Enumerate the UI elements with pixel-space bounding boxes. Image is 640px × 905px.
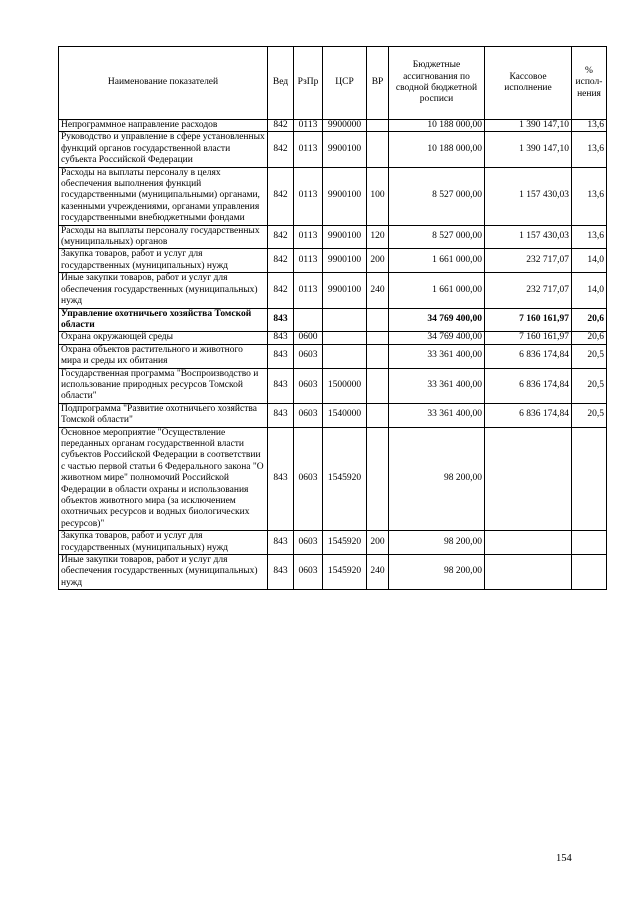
cell-vr	[367, 344, 389, 368]
cell-csr: 9900100	[323, 132, 367, 167]
cell-rzpr: 0603	[294, 403, 323, 427]
cell-name: Охрана объектов растительного и животного мира и среды их обитания	[59, 344, 268, 368]
cell-ved: 843	[268, 403, 294, 427]
cell-ved: 842	[268, 120, 294, 132]
cell-vr: 240	[367, 555, 389, 590]
table-row	[59, 531, 607, 555]
cell-budget: 34 769 400,00	[389, 332, 485, 344]
table-row	[59, 225, 607, 249]
cell-cash: 1 157 430,03	[485, 225, 572, 249]
cell-name: Иные закупки товаров, работ и услуг для обеспечения государственных (муниципальных) нужд	[59, 273, 268, 308]
table-body	[59, 120, 607, 590]
cell-pct: 20,5	[572, 368, 607, 403]
cell-budget: 33 361 400,00	[389, 403, 485, 427]
cell-name: Управление охотничьего хозяйства Томской области	[59, 308, 268, 332]
cell-rzpr: 0603	[294, 427, 323, 531]
cell-ved: 843	[268, 308, 294, 332]
table-row	[59, 403, 607, 427]
cell-pct	[572, 427, 607, 531]
cell-ved: 843	[268, 531, 294, 555]
cell-vr: 120	[367, 225, 389, 249]
cell-rzpr: 0113	[294, 120, 323, 132]
cell-name: Закупка товаров, работ и услуг для государственных (муниципальных) нужд	[59, 249, 268, 273]
cell-cash: 1 390 147,10	[485, 120, 572, 132]
cell-vr	[367, 403, 389, 427]
cell-ved: 842	[268, 273, 294, 308]
cell-ved: 843	[268, 332, 294, 344]
cell-ved: 843	[268, 344, 294, 368]
cell-rzpr: 0603	[294, 531, 323, 555]
cell-csr: 1540000	[323, 403, 367, 427]
cell-cash	[485, 531, 572, 555]
cell-vr: 100	[367, 167, 389, 225]
cell-csr	[323, 308, 367, 332]
cell-cash: 6 836 174,84	[485, 403, 572, 427]
cell-name: Охрана окружающей среды	[59, 332, 268, 344]
cell-csr	[323, 332, 367, 344]
cell-budget: 1 661 000,00	[389, 249, 485, 273]
page-number: 154	[556, 853, 572, 864]
cell-pct: 20,5	[572, 403, 607, 427]
cell-cash: 232 717,07	[485, 249, 572, 273]
cell-name: Основное мероприятие "Осуществление переданных органам государственной власти субъектов Российской Федерации в соответствии с частью первой статьи 6 Федерального закона "О животном мире" полномочий Российской Федерации в области охраны и использования объектов животного мира (за исключением охотничьих ресурсов и водных биологических ресурсов)"	[59, 427, 268, 531]
table-header-row	[59, 47, 607, 120]
header-cash: Кассовое исполнение	[485, 47, 572, 120]
table-row	[59, 555, 607, 590]
cell-name: Подпрограмма "Развитие охотничьего хозяйства Томской области"	[59, 403, 268, 427]
cell-rzpr: 0603	[294, 555, 323, 590]
cell-vr	[367, 308, 389, 332]
cell-vr: 200	[367, 249, 389, 273]
cell-cash: 7 160 161,97	[485, 308, 572, 332]
cell-pct: 20,6	[572, 332, 607, 344]
cell-rzpr: 0113	[294, 273, 323, 308]
cell-pct: 13,6	[572, 120, 607, 132]
table-row	[59, 332, 607, 344]
cell-rzpr: 0113	[294, 132, 323, 167]
cell-csr: 1545920	[323, 555, 367, 590]
cell-ved: 842	[268, 167, 294, 225]
cell-pct: 13,6	[572, 225, 607, 249]
cell-budget: 34 769 400,00	[389, 308, 485, 332]
cell-csr: 9900100	[323, 249, 367, 273]
header-vr: ВР	[367, 47, 389, 120]
cell-csr: 1545920	[323, 427, 367, 531]
cell-budget: 98 200,00	[389, 427, 485, 531]
cell-csr	[323, 344, 367, 368]
cell-rzpr: 0113	[294, 249, 323, 273]
cell-budget: 8 527 000,00	[389, 225, 485, 249]
table-row	[59, 368, 607, 403]
cell-name: Непрограммное направление расходов	[59, 120, 268, 132]
cell-name: Иные закупки товаров, работ и услуг для обеспечения государственных (муниципальных) нужд	[59, 555, 268, 590]
header-pct: % испол-нения	[572, 47, 607, 120]
cell-rzpr	[294, 308, 323, 332]
cell-name: Государственная программа "Воспроизводство и использование природных ресурсов Томской области"	[59, 368, 268, 403]
cell-csr: 1545920	[323, 531, 367, 555]
cell-cash	[485, 427, 572, 531]
cell-cash: 6 836 174,84	[485, 368, 572, 403]
budget-execution-table	[58, 46, 607, 590]
table-row	[59, 132, 607, 167]
cell-budget: 33 361 400,00	[389, 344, 485, 368]
cell-budget: 10 188 000,00	[389, 132, 485, 167]
cell-budget: 98 200,00	[389, 531, 485, 555]
cell-csr: 9900000	[323, 120, 367, 132]
cell-ved: 843	[268, 427, 294, 531]
table-row	[59, 120, 607, 132]
cell-vr: 240	[367, 273, 389, 308]
cell-ved: 843	[268, 555, 294, 590]
cell-budget: 8 527 000,00	[389, 167, 485, 225]
cell-ved: 843	[268, 368, 294, 403]
header-ved: Вед	[268, 47, 294, 120]
cell-budget: 10 188 000,00	[389, 120, 485, 132]
table-row	[59, 344, 607, 368]
cell-pct: 13,6	[572, 132, 607, 167]
cell-pct	[572, 531, 607, 555]
cell-budget: 98 200,00	[389, 555, 485, 590]
cell-pct: 14,0	[572, 249, 607, 273]
cell-ved: 842	[268, 132, 294, 167]
cell-budget: 1 661 000,00	[389, 273, 485, 308]
header-budget: Бюджетные ассигнования по сводной бюджетной росписи	[389, 47, 485, 120]
cell-csr: 1500000	[323, 368, 367, 403]
header-name: Наименование показателей	[59, 47, 268, 120]
cell-vr: 200	[367, 531, 389, 555]
cell-ved: 842	[268, 225, 294, 249]
cell-vr	[367, 368, 389, 403]
cell-pct: 20,5	[572, 344, 607, 368]
cell-cash	[485, 555, 572, 590]
cell-vr	[367, 332, 389, 344]
cell-vr	[367, 427, 389, 531]
cell-pct	[572, 555, 607, 590]
cell-ved: 842	[268, 249, 294, 273]
cell-cash: 6 836 174,84	[485, 344, 572, 368]
cell-pct: 20,6	[572, 308, 607, 332]
cell-rzpr: 0600	[294, 332, 323, 344]
table-row	[59, 427, 607, 531]
cell-rzpr: 0113	[294, 225, 323, 249]
cell-csr: 9900100	[323, 273, 367, 308]
cell-csr: 9900100	[323, 225, 367, 249]
header-rzpr: РзПр	[294, 47, 323, 120]
cell-rzpr: 0113	[294, 167, 323, 225]
cell-budget: 33 361 400,00	[389, 368, 485, 403]
cell-name: Руководство и управление в сфере установленных функций органов государственной власти субъекта Российской Федерации	[59, 132, 268, 167]
table-row	[59, 308, 607, 332]
cell-vr	[367, 132, 389, 167]
cell-rzpr: 0603	[294, 368, 323, 403]
cell-name: Закупка товаров, работ и услуг для государственных (муниципальных) нужд	[59, 531, 268, 555]
cell-cash: 232 717,07	[485, 273, 572, 308]
cell-pct: 14,0	[572, 273, 607, 308]
table-row	[59, 249, 607, 273]
cell-cash: 7 160 161,97	[485, 332, 572, 344]
table-row	[59, 273, 607, 308]
table-row	[59, 167, 607, 225]
cell-cash: 1 157 430,03	[485, 167, 572, 225]
cell-csr: 9900100	[323, 167, 367, 225]
cell-name: Расходы на выплаты персоналу государственных (муниципальных) органов	[59, 225, 268, 249]
header-csr: ЦСР	[323, 47, 367, 120]
cell-vr	[367, 120, 389, 132]
cell-pct: 13,6	[572, 167, 607, 225]
cell-name: Расходы на выплаты персоналу в целях обеспечения выполнения функций государственными (муниципальными) органами, казенными учреждениями, органами управления государственными внебюджетными фондами	[59, 167, 268, 225]
cell-rzpr: 0603	[294, 344, 323, 368]
cell-cash: 1 390 147,10	[485, 132, 572, 167]
